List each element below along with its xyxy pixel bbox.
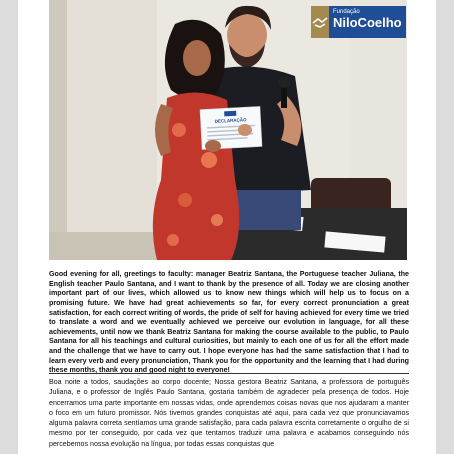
certificate-heading: DECLARAÇÃO	[214, 117, 247, 124]
handshake-icon	[311, 13, 329, 31]
section-divider	[49, 373, 409, 374]
english-speech-paragraph: Good evening for all, greetings to faculty: manager Beatriz Santana, the Portuguese teacher Juliana, the English teacher Paulo Santana, and I want to thank by the presence of all. Today we are closing another important part of our lives, which allowed us to know new things which will help us to focus on a promising future. We have had great achievements so far, for every correct pronunciation a great satisfaction, for each correct writing of words, the pride of self for having achieved for every time we tried to translate a word and we eventually achieved we perceive our evolution in language, for all these achievements, until now we thank Beatriz Santana for making the course available to the public, to Paulo Santana for all his teachings and cultural curiosities, but mainly to each one of us for all the effort made and the challenge that we have to carry out. I hope everyone has had the same satisfaction that I had to learn every verb and every pronunciation, Thank you for the opportunity and the learning that I had during these months, thank you and good night to everyone!	[49, 270, 409, 375]
portuguese-speech-paragraph: Boa noite a todos, saudações ao corpo docente; Nossa gestora Beatriz Santana, a professora de português Juliana, e o professor de Inglês Paulo Santana, gostaria também de agradecer pela presença de todos. Hoje encerramos uma parte importante em nossas vidas, onde aprendemos coisas novas que nos ajudaram a manter o foco em um futuro promissor. Nós tivemos grandes conquistas até aqui, para cada vez que pronunciavamos alguma palavra correta sentíamos uma grande satisfação, para cada palavra escrita corretamente o orgulho de si mesmo por ter conseguido, por cada vez que tentamos traduzir uma palavra e acabamos conseguindo nós percebemos nossa evolução na língua, por todas essas conquistas que	[49, 378, 409, 448]
event-photo	[49, 0, 407, 260]
logo-emblem-icon	[311, 6, 329, 38]
logo-small-text: Fundação	[333, 9, 360, 15]
document-page	[18, 0, 436, 454]
fundacao-nilo-coelho-logo	[311, 6, 402, 38]
logo-wordmark	[329, 6, 406, 38]
photo-illustration	[49, 0, 407, 260]
logo-name: NiloCoelho	[333, 15, 402, 30]
